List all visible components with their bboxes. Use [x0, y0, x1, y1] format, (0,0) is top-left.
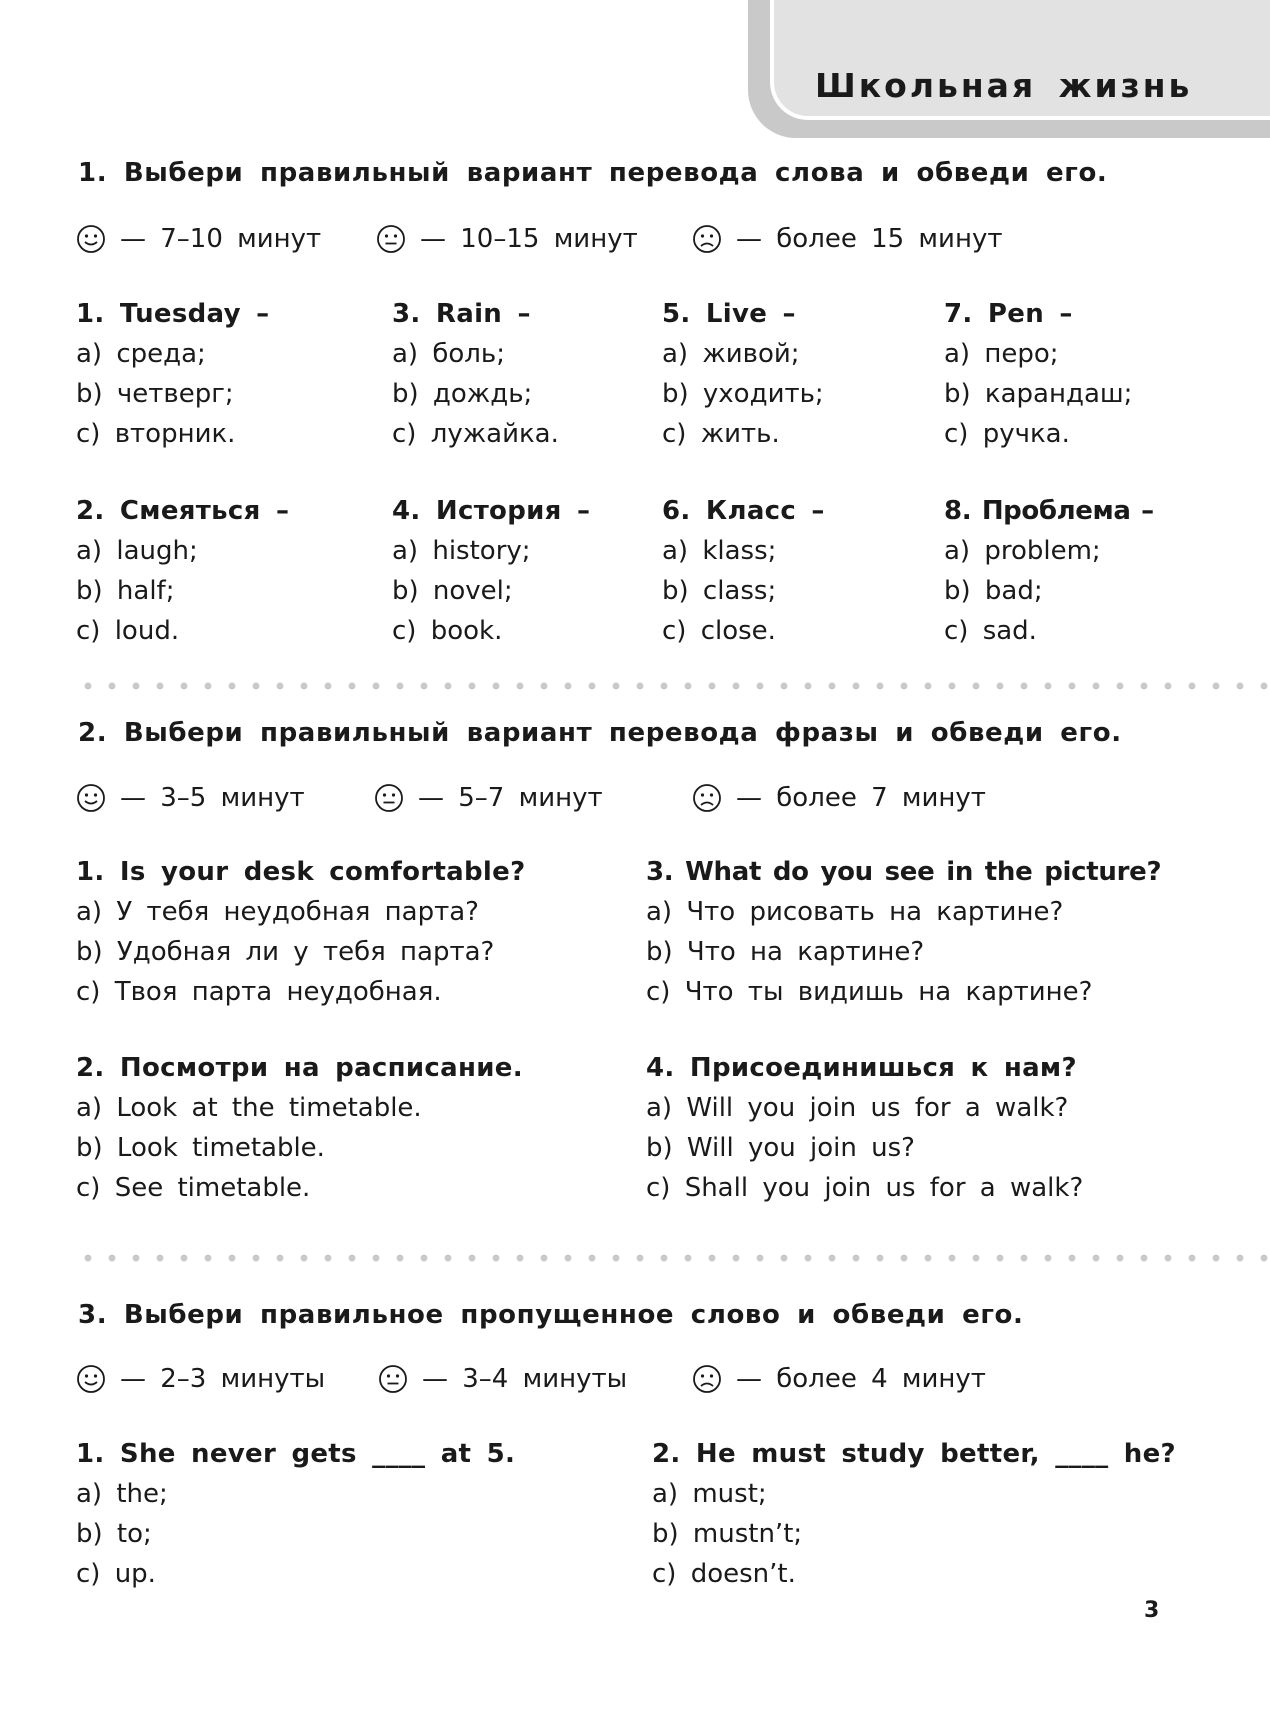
- timing-medium-text: — 5–7 минут: [418, 783, 603, 813]
- question: [944, 491, 1154, 651]
- answer-option[interactable]: c) doesn’t.: [652, 1559, 796, 1589]
- answer-option[interactable]: a) перо;: [944, 339, 1059, 369]
- timing-medium-text: — 10–15 минут: [420, 224, 638, 254]
- task-1-title: 1. Выбери правильный вариант перевода слова и обведи его.: [78, 158, 1108, 188]
- answer-option[interactable]: a) Что рисовать на картине?: [646, 897, 1064, 927]
- answer-option[interactable]: c) ручка.: [944, 419, 1070, 449]
- question: [392, 491, 590, 651]
- question-head: 7. Pen –: [944, 299, 1073, 329]
- question-head: 6. Класс –: [662, 496, 825, 526]
- answer-option[interactable]: c) loud.: [76, 616, 180, 646]
- answer-option[interactable]: c) See timetable.: [76, 1173, 311, 1203]
- timing-fast: [76, 783, 305, 813]
- question: [646, 852, 1161, 1012]
- answer-option[interactable]: c) Твоя парта неудобная.: [76, 977, 442, 1007]
- answer-option[interactable]: a) Will you join us for a walk?: [646, 1093, 1069, 1123]
- answer-option[interactable]: b) дождь;: [392, 379, 533, 409]
- answer-option[interactable]: b) четверг;: [76, 379, 234, 409]
- task-2-timing: [76, 783, 1226, 823]
- answer-option[interactable]: a) problem;: [944, 536, 1101, 566]
- question: [76, 294, 269, 454]
- page-number: 3: [1144, 1598, 1160, 1623]
- answer-option[interactable]: a) среда;: [76, 339, 206, 369]
- answer-option[interactable]: c) up.: [76, 1559, 156, 1589]
- answer-option[interactable]: c) Что ты видишь на картине?: [646, 977, 1093, 1007]
- answer-option[interactable]: c) вторник.: [76, 419, 236, 449]
- answer-option[interactable]: a) У тебя неудобная парта?: [76, 897, 479, 927]
- smile-face-icon: [76, 1364, 106, 1394]
- sad-face-icon: [692, 1364, 722, 1394]
- dotted-divider: [76, 682, 1270, 690]
- question: [76, 491, 289, 651]
- answer-option[interactable]: a) klass;: [662, 536, 777, 566]
- answer-option[interactable]: b) Look timetable.: [76, 1133, 325, 1163]
- answer-option[interactable]: b) Will you join us?: [646, 1133, 915, 1163]
- timing-medium: [378, 1364, 627, 1394]
- question-head: 1. She never gets ____ at 5.: [76, 1439, 516, 1469]
- question: [662, 491, 825, 651]
- timing-fast: [76, 224, 321, 254]
- chapter-title: Школьная жизнь: [815, 66, 1193, 105]
- answer-option[interactable]: b) mustn’t;: [652, 1519, 803, 1549]
- answer-option[interactable]: a) laugh;: [76, 536, 198, 566]
- question-head: 2. Посмотри на расписание.: [76, 1053, 523, 1083]
- answer-option[interactable]: c) book.: [392, 616, 503, 646]
- answer-option[interactable]: b) class;: [662, 576, 777, 606]
- question: [652, 1434, 1176, 1594]
- question: [76, 1434, 515, 1594]
- answer-option[interactable]: a) живой;: [662, 339, 800, 369]
- answer-option[interactable]: a) must;: [652, 1479, 767, 1509]
- question: [662, 294, 824, 454]
- answer-option[interactable]: b) bad;: [944, 576, 1043, 606]
- timing-slow: [692, 1364, 986, 1394]
- answer-option[interactable]: b) Удобная ли у тебя парта?: [76, 937, 495, 967]
- dotted-divider: [76, 1254, 1270, 1262]
- question-head: 5. Live –: [662, 299, 796, 329]
- answer-option[interactable]: b) Что на картине?: [646, 937, 925, 967]
- task-3-timing: [76, 1364, 1226, 1404]
- timing-slow-text: — более 4 минут: [736, 1364, 986, 1394]
- answer-option[interactable]: b) half;: [76, 576, 175, 606]
- question: [392, 294, 559, 454]
- task-2-title: 2. Выбери правильный вариант перевода фразы и обведи его.: [78, 718, 1122, 748]
- neutral-face-icon: [376, 224, 406, 254]
- timing-slow-text: — более 7 минут: [736, 783, 986, 813]
- question-head: 1. Tuesday –: [76, 299, 270, 329]
- question: [944, 294, 1132, 454]
- answer-option[interactable]: c) Shall you join us for a walk?: [646, 1173, 1084, 1203]
- timing-fast: [76, 1364, 325, 1394]
- answer-option[interactable]: a) the;: [76, 1479, 168, 1509]
- answer-option[interactable]: c) жить.: [662, 419, 780, 449]
- sad-face-icon: [692, 224, 722, 254]
- question: [76, 1048, 523, 1208]
- timing-fast-text: — 7–10 минут: [120, 224, 322, 254]
- neutral-face-icon: [374, 783, 404, 813]
- task-1-timing: [76, 224, 1226, 264]
- smile-face-icon: [76, 783, 106, 813]
- answer-option[interactable]: b) to;: [76, 1519, 152, 1549]
- question-head: 3. Rain –: [392, 299, 531, 329]
- question: [76, 852, 525, 1012]
- neutral-face-icon: [378, 1364, 408, 1394]
- answer-option[interactable]: c) лужайка.: [392, 419, 559, 449]
- question: [646, 1048, 1083, 1208]
- question-head: 4. История –: [392, 496, 591, 526]
- timing-slow-text: — более 15 минут: [736, 224, 1003, 254]
- answer-option[interactable]: c) close.: [662, 616, 776, 646]
- answer-option[interactable]: c) sad.: [944, 616, 1037, 646]
- timing-medium: [376, 224, 638, 254]
- answer-option[interactable]: b) novel;: [392, 576, 513, 606]
- timing-fast-text: — 3–5 минут: [120, 783, 305, 813]
- sad-face-icon: [692, 783, 722, 813]
- smile-face-icon: [76, 224, 106, 254]
- timing-medium: [374, 783, 603, 813]
- answer-option[interactable]: b) уходить;: [662, 379, 824, 409]
- question-head: 2. Смеяться –: [76, 496, 290, 526]
- answer-option[interactable]: b) карандаш;: [944, 379, 1133, 409]
- timing-fast-text: — 2–3 минуты: [120, 1364, 326, 1394]
- answer-option[interactable]: a) Look at the timetable.: [76, 1093, 422, 1123]
- answer-option[interactable]: a) history;: [392, 536, 531, 566]
- question-head: 2. He must study better, ____ he?: [652, 1439, 1176, 1469]
- question-head: 3. What do you see in the picture?: [646, 857, 1162, 887]
- answer-option[interactable]: a) боль;: [392, 339, 505, 369]
- timing-slow: [692, 224, 1002, 254]
- timing-slow: [692, 783, 986, 813]
- question-head: 1. Is your desk comfortable?: [76, 857, 526, 887]
- question-head: 8. Проблема –: [944, 496, 1154, 526]
- task-3-title: 3. Выбери правильное пропущенное слово и обведи его.: [78, 1300, 1024, 1330]
- question-head: 4. Присоединишься к нам?: [646, 1053, 1077, 1083]
- timing-medium-text: — 3–4 минуты: [422, 1364, 628, 1394]
